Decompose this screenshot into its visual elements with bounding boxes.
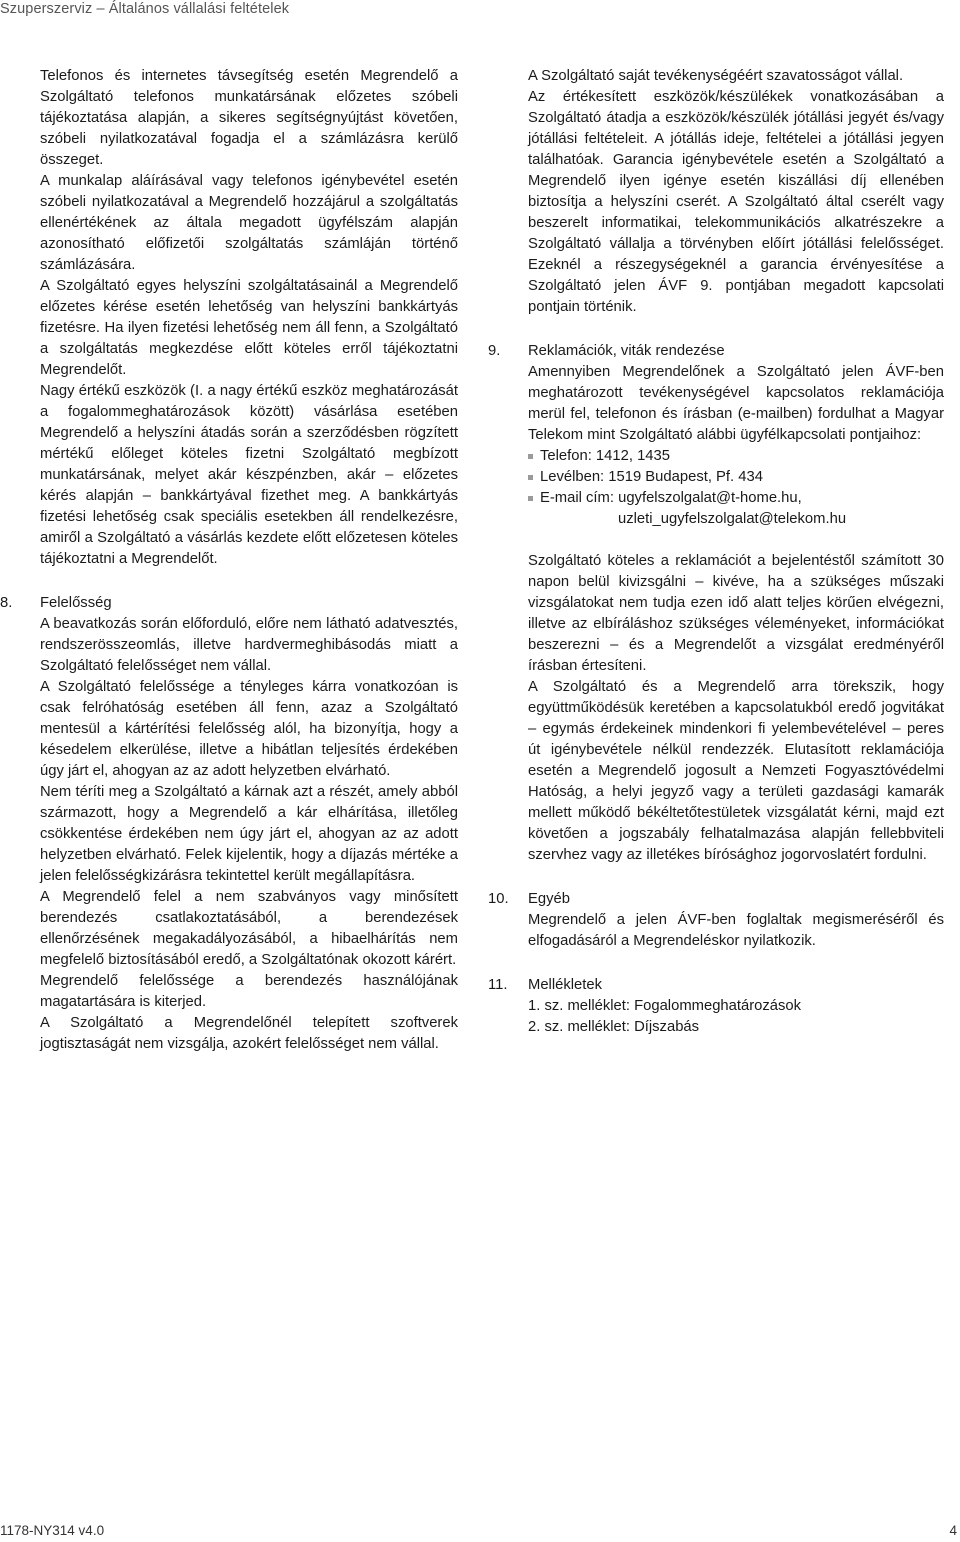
document-code: 1178-NY314 v4.0 xyxy=(0,1523,105,1538)
contact-email-secondary: uzleti_ugyfelszolgalat@telekom.hu xyxy=(618,511,847,527)
attachment-item: 1. sz. melléklet: Fogalommeghatározások xyxy=(528,998,802,1014)
section-11 xyxy=(488,975,944,1038)
section-number: 8. xyxy=(0,595,13,611)
paragraph: A beavatkozás során előforduló, előre nem látható adatvesztés, rendszerösszeomlás, illetve hardvermeghibásodás miatt a Szolgáltató felelősséget nem vállal. xyxy=(40,616,458,674)
paragraph: Szolgáltató köteles a reklamációt a bejelentéstől számított 30 napon belül kivizsgálni – kivéve, ha a szükséges műszaki vizsgálatokat nem tudja ezen idő alatt teljes körűen elvégezni, illetve az elbíráláshoz szükséges véleményeket, információkat beszerezni – és a Megrendelőt a vizsgálat eredményéről írásban értesíteni. xyxy=(528,553,944,674)
section-title: Egyéb xyxy=(528,891,570,907)
contact-mail: Levélben: 1519 Budapest, Pf. 434 xyxy=(540,469,763,485)
right-column xyxy=(488,66,944,1038)
paragraph: Az értékesített eszközök/készülékek vonatkozásában a Szolgáltató átadja a eszközök/készülék jótállási jegyét és/vagy jótállási feltételeit. A jótállás ideje, feltételei a jótállási jegyen találhatóak. Garancia igénybevétele esetén a Szolgáltató a Megrendelő ilyen igénye esetén kiszállási díj ellenében biztosítja a helyszíni cserét. A Szolgáltató által cserélt vagy beszerelt informatikai, telekommunikációs alkatrészekre a Szolgáltató vállalja a törvényben előírt jótállási felelősséget. Ezeknél a részegységeknél a garancia érvényesítése a Szolgáltató jelen ÁVF 9. pontjában megadott kapcsolati pontjain történik. xyxy=(528,89,944,315)
paragraph: Telefonos és internetes távsegítség esetén Megrendelő a Szolgáltató telefonos munkatársának előzetes szóbeli tájékoztatása alapján, a sikeres segítségnyújtást követően, szóbeli nyilatkozatával fogadja el a számlázásra kerülő összeget. xyxy=(40,68,458,168)
attachment-item: 2. sz. melléklet: Díjszabás xyxy=(528,1019,700,1035)
section-heading xyxy=(488,975,944,996)
section-heading xyxy=(488,341,944,362)
paragraph: A Szolgáltató felelőssége a tényleges kárra vonatkozóan is csak felróhatóság esetében áll fenn, azaz a Szolgáltató mentesül a kártérítési felelősség alól, ha bizonyítja, hogy a késedelem elkerülése, illetve a hibátlan teljesítés érdekében úgy járt el, ahogyan az az adott helyzetben elvárható. xyxy=(40,679,458,779)
page-number: 4 xyxy=(949,1523,957,1538)
section-title: Felelősség xyxy=(40,595,112,611)
paragraph: Megrendelő felelőssége a berendezés használójának magatartására is kiterjed. xyxy=(40,973,458,1010)
section-number: 9. xyxy=(488,343,501,359)
paragraph: Nagy értékű eszközök (I. a nagy értékű eszköz meghatározását a fogalommeghatározások között) vásárlása esetében Megrendelő a helyszíni átadás során a szerződésben rögzített mértékű előleget köteles fizetni Szolgáltató megbízott munkatársának, melyet akár készpénzben, akár – előzetes kérés alapján – bankkártyával fizethet meg. A bankkártyás fizetési lehetőség csak speciális esetekben áll rendelkezésre, amiről a Szolgáltató a vásárlás kezdete előtt előzetesen köteles tájékoztatni a Megrendelőt. xyxy=(40,383,458,567)
section-9 xyxy=(488,341,944,866)
section-8 xyxy=(0,593,458,1055)
paragraph: Amennyiben Megrendelőnek a Szolgáltató jelen ÁVF-ben meghatározott tevékenységével kapcsolatos reklamációja merül fel, telefonon és írásban (e-mailben) fordulhat a Magyar Telekom mint Szolgáltató alábbi ügyfélkapcsolati pontjaihoz: xyxy=(528,364,944,443)
section-heading xyxy=(488,889,944,910)
paragraph: A Szolgáltató saját tevékenységéért szavatosságot vállal. xyxy=(528,68,904,84)
document-header: Szuperszerviz – Általános vállalási feltételek xyxy=(0,1,290,17)
left-column xyxy=(0,66,458,1055)
paragraph: A Megrendelő felel a nem szabványos vagy minősített berendezés csatlakoztatásából, a berendezések ellenőrzésének megakadályozásából, a hibaelhárítás nem megfelelő biztosításából eredő, a Szolgáltatónak okozott kárért. xyxy=(40,889,458,968)
list-item xyxy=(528,446,944,467)
section-title: Reklamációk, viták rendezése xyxy=(528,343,725,359)
contact-email: E-mail cím: ugyfelszolgalat@t-home.hu, xyxy=(540,490,802,506)
paragraph: Megrendelő a jelen ÁVF-ben foglaltak megismeréséről és elfogadásáról a Megrendeléskor nyilatkozik. xyxy=(528,912,944,949)
section-number: 10. xyxy=(488,891,509,907)
list-item xyxy=(528,467,944,488)
paragraph: Nem téríti meg a Szolgáltató a kárnak azt a részét, amely abból származott, hogy a Megrendelő a kár elhárítása, illetőleg csökkentése érdekében nem úgy járt el, ahogyan az az adott helyzetben elvárható. Felek kijelentik, hogy a díjazás mértéke a jelen felelősségkizárásra tekintettel került megállapításra. xyxy=(40,784,458,884)
section-10 xyxy=(488,889,944,952)
contact-list xyxy=(528,446,944,530)
paragraph: A munkalap aláírásával vagy telefonos igénybevétel esetén szóbeli nyilatkozatával a Megrendelő hozzájárul a szolgáltatás ellenértékének az általa megadott ügyfélszám alapján azonosítható előfizetői szolgáltatás számláján történő számlázására. xyxy=(40,173,458,273)
paragraph: A Szolgáltató egyes helyszíni szolgáltatásainál a Megrendelő előzetes kérése esetén lehetőség van helyszíni bankkártyás fizetésre. Ha ilyen fizetési lehetőség nem áll fenn, a Szolgáltató a szolgáltatás megkezdése előtt köteles erről tájékoztatni Megrendelőt. xyxy=(40,278,458,378)
paragraph: A Szolgáltató és a Megrendelő arra törekszik, hogy együttműködésük keretében a kapcsolatukból eredő jogvitákat – egymás érdekeinek mindenkori fi yelembevételével – peres út igénybevétele nélkül rendezzék. Elutasított reklamációja esetén a Megrendelő jogosult a Nemzeti Fogyasztóvédelmi Hatóság, a helyi jegyző vagy a területi gazdasági kamarák mellett működő békéltetőtestületek vizsgálatát kérni, majd ezt követően a jogszabály felhatalmazása alapján fellebbviteli szervhez vagy az illetékes bírósághoz jogorvoslatért fordulni. xyxy=(528,679,944,863)
section-title: Mellékletek xyxy=(528,977,603,993)
section-number: 11. xyxy=(488,977,508,993)
contact-phone: Telefon: 1412, 1435 xyxy=(540,448,670,464)
section-heading xyxy=(0,593,458,614)
list-item xyxy=(528,488,944,530)
paragraph: A Szolgáltató a Megrendelőnél telepített szoftverek jogtisztaságát nem vizsgálja, azokért felelősséget nem vállal. xyxy=(40,1015,458,1052)
